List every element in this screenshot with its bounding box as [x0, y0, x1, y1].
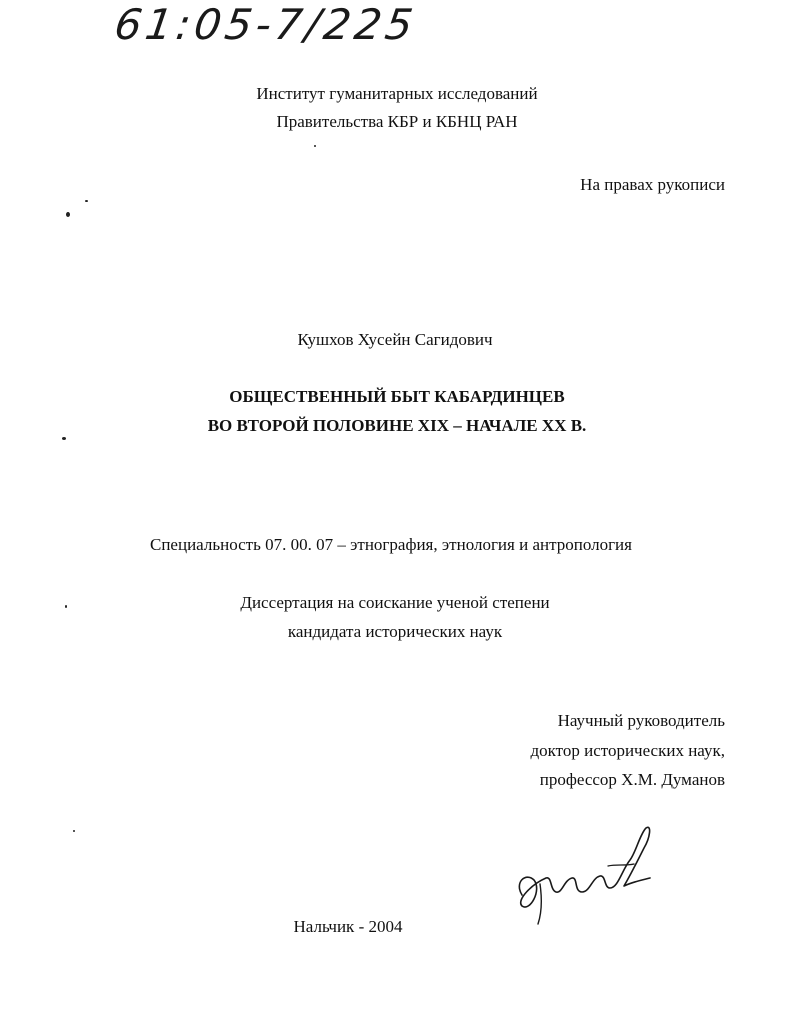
scan-speck: [73, 830, 75, 832]
signature: [512, 820, 662, 930]
archive-stamp: [111, 0, 505, 52]
dissertation-line-1: Диссертация на соискание ученой степени: [240, 593, 550, 612]
title-line-1: ОБЩЕСТВЕННЫЙ БЫТ КАБАРДИНЦЕВ: [229, 387, 565, 406]
scan-speck: [85, 200, 88, 202]
dissertation-line-2: кандидата исторических наук: [287, 622, 503, 641]
supervisor-line-3: профессор Х.М. Думанов: [539, 770, 725, 789]
place-year: Нальчик - 2004: [293, 917, 403, 936]
institution-line-1: Институт гуманитарных исследований: [256, 84, 538, 103]
archive-stamp-text: 61:05-7/225: [111, 0, 420, 49]
rights-note: На правах рукописи: [580, 175, 725, 194]
institution-line-2: Правительства КБР и КБНЦ РАН: [276, 112, 518, 131]
supervisor-line-1: Научный руководитель: [557, 711, 725, 730]
scan-speck: [62, 437, 66, 440]
specialty: Специальность 07. 00. 07 – этнография, этнология и антропология: [150, 535, 632, 554]
scan-speck: [66, 212, 70, 217]
supervisor-line-2: доктор исторических наук,: [530, 741, 725, 760]
title-line-2: ВО ВТОРОЙ ПОЛОВИНЕ XIX – НАЧАЛЕ XX В.: [207, 416, 587, 435]
scan-speck: [65, 605, 67, 608]
scan-speck: [314, 145, 316, 147]
author-name: Кушхов Хусейн Сагидович: [297, 330, 493, 349]
